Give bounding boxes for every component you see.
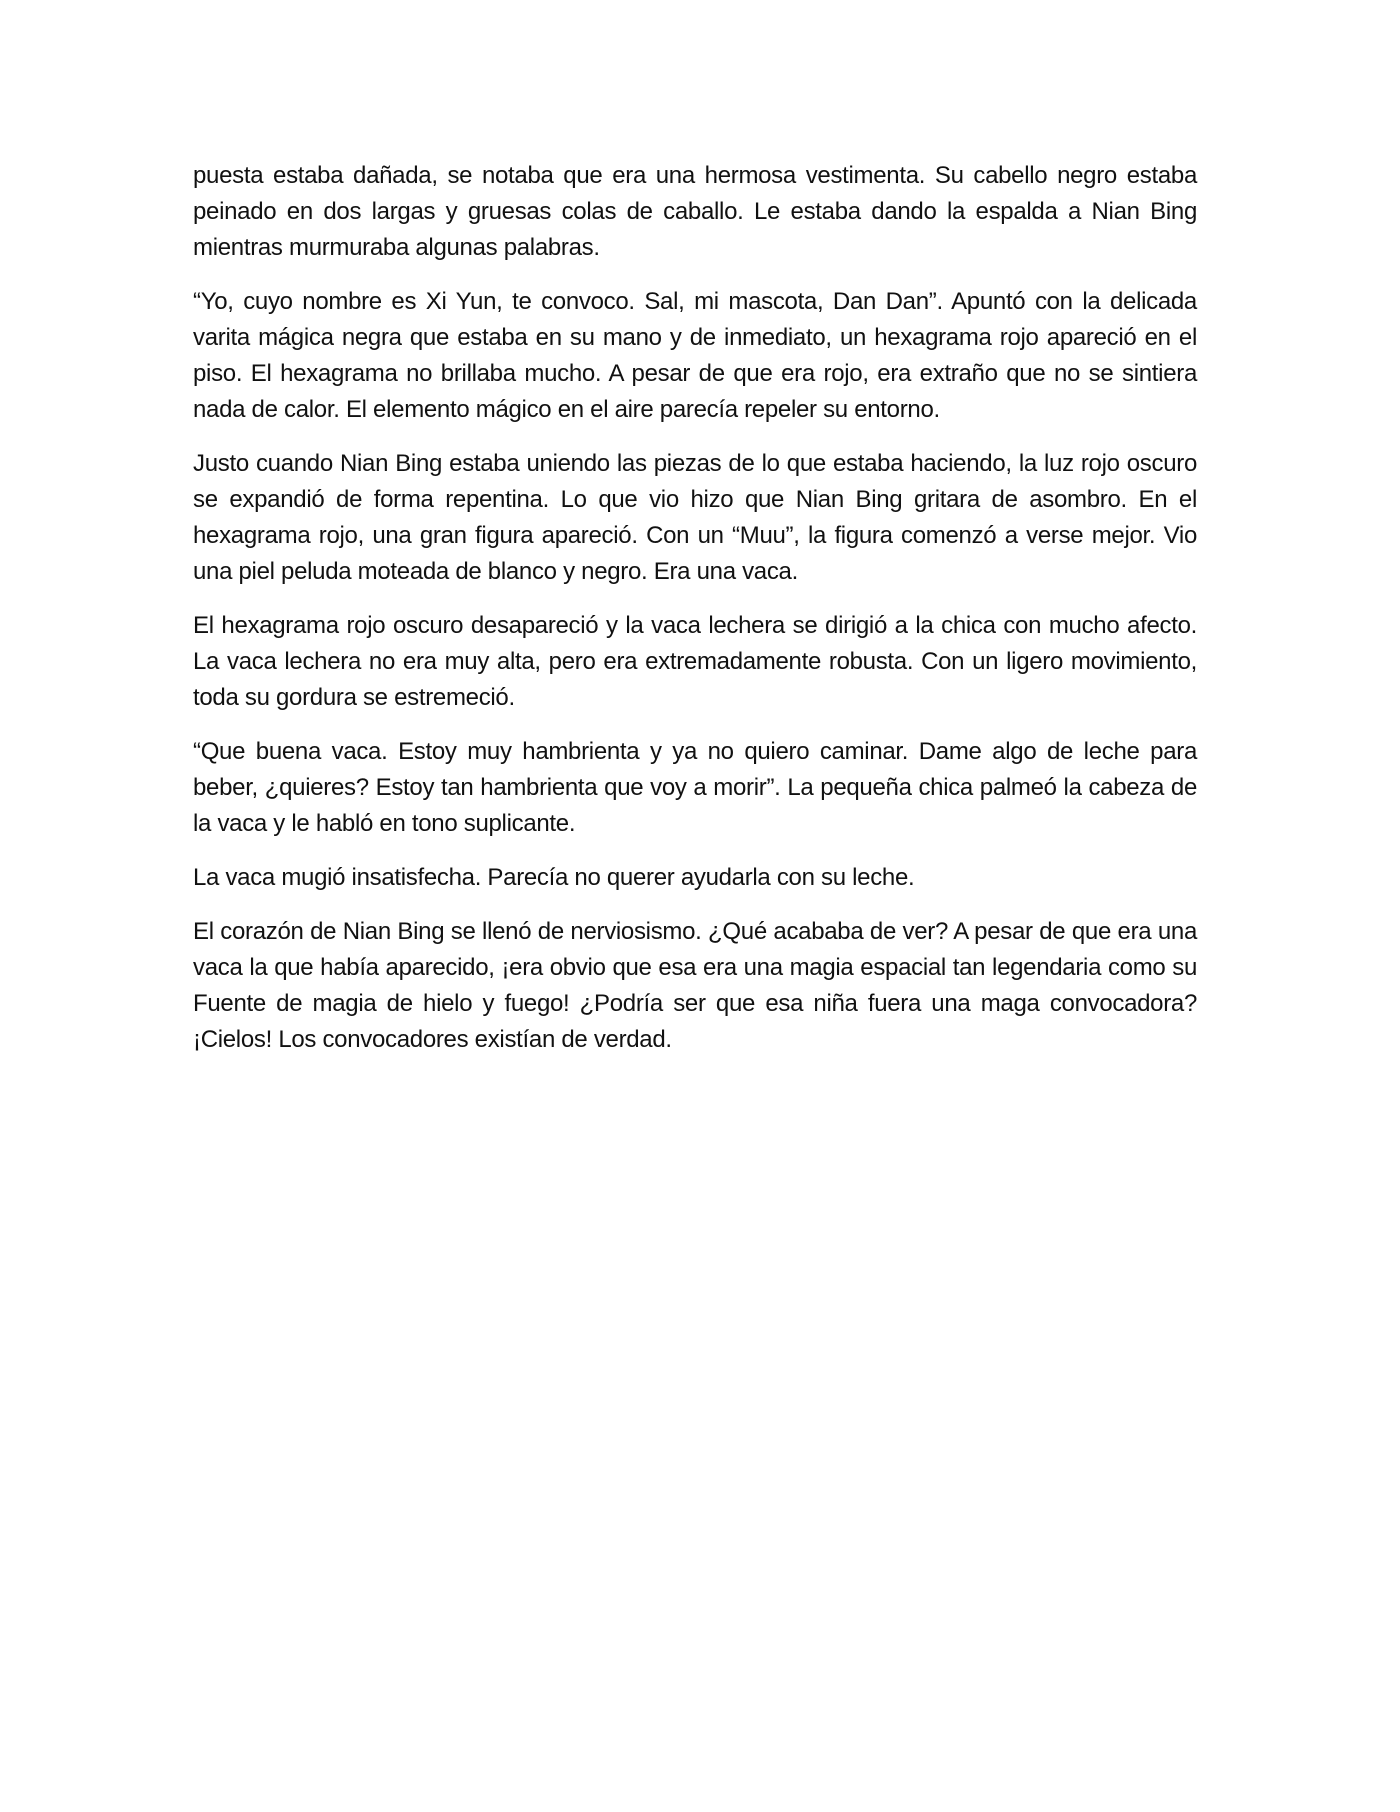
document-body bbox=[193, 158, 1197, 1076]
paragraph-2: “Yo, cuyo nombre es Xi Yun, te convoco. Sal, mi mascota, Dan Dan”. Apuntó con la delicada varita mágica negra que estaba en su mano y de inmediato, un hexagrama rojo apareció en el piso. El hexagrama no brillaba mucho. A pesar de que era rojo, era extraño que no se sintiera nada de calor. El elemento mágico en el aire parecía repeler su entorno. bbox=[193, 288, 1197, 423]
paragraph-4: El hexagrama rojo oscuro desapareció y la vaca lechera se dirigió a la chica con mucho afecto. La vaca lechera no era muy alta, pero era extremadamente robusta. Con un ligero movimiento, toda su gordura se estremeció. bbox=[193, 612, 1197, 711]
paragraph-5: “Que buena vaca. Estoy muy hambrienta y ya no quiero caminar. Dame algo de leche para beber, ¿quieres? Estoy tan hambrienta que voy a morir”. La pequeña chica palmeó la cabeza de la vaca y le habló en tono suplicante. bbox=[193, 738, 1197, 837]
paragraph-6: La vaca mugió insatisfecha. Parecía no querer ayudarla con su leche. bbox=[193, 864, 915, 891]
paragraph-7: El corazón de Nian Bing se llenó de nerviosismo. ¿Qué acababa de ver? A pesar de que era una vaca la que había aparecido, ¡era obvio que esa era una magia espacial tan legendaria como su Fuente de magia de hielo y fuego! ¿Podría ser que esa niña fuera una maga convocadora? ¡Cielos! Los convocadores existían de verdad. bbox=[193, 918, 1197, 1053]
paragraph-1: puesta estaba dañada, se notaba que era una hermosa vestimenta. Su cabello negro estaba peinado en dos largas y gruesas colas de caballo. Le estaba dando la espalda a Nian Bing mientras murmuraba algunas palabras. bbox=[193, 162, 1197, 261]
paragraph-3: Justo cuando Nian Bing estaba uniendo las piezas de lo que estaba haciendo, la luz rojo oscuro se expandió de forma repentina. Lo que vio hizo que Nian Bing gritara de asombro. En el hexagrama rojo, una gran figura apareció. Con un “Muu”, la figura comenzó a verse mejor. Vio una piel peluda moteada de blanco y negro. Era una vaca. bbox=[193, 450, 1197, 585]
